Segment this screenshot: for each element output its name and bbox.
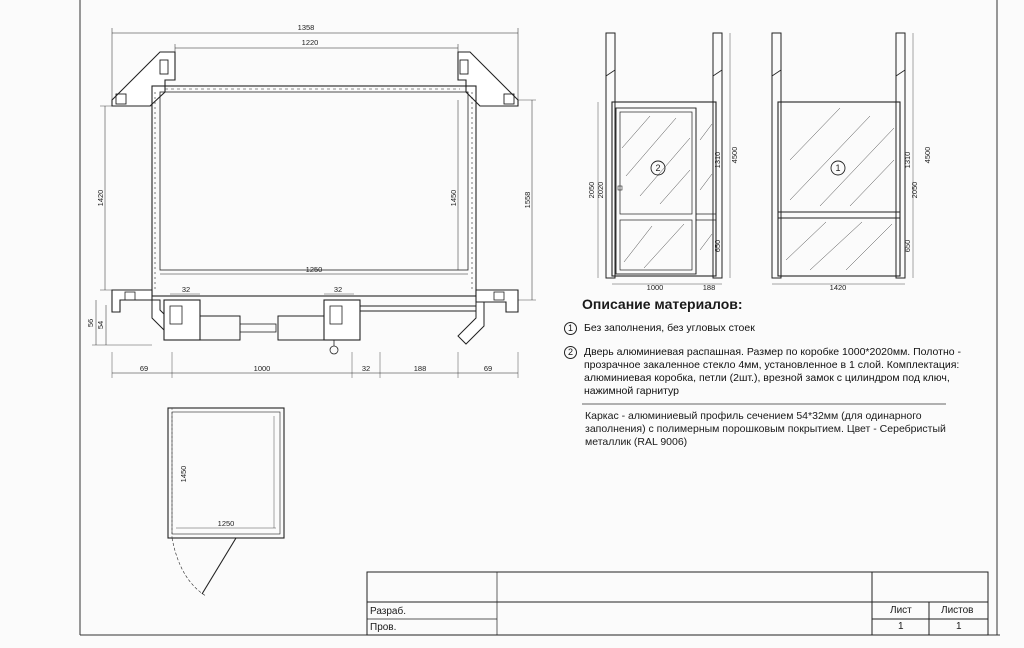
frame-description: Каркас - алюминиевый профиль сечением 54*32мм (для одинарного заполнения) с полимерным порошковым покрытием. Цвет - Серебристый металлик (RAL 9006) xyxy=(585,410,946,448)
small-dim-width: 1250 xyxy=(217,519,235,528)
dim-overall-width: 1358 xyxy=(297,23,315,32)
panel-h-4500: 4500 xyxy=(923,146,932,164)
plan-view xyxy=(92,28,536,378)
list-label: Лист xyxy=(890,605,912,616)
materials-heading: Описание материалов: xyxy=(582,296,743,312)
dim-depth-54: 54 xyxy=(96,320,105,330)
dim-right-height: 1558 xyxy=(523,191,532,209)
dim-inner-width: 1220 xyxy=(301,38,319,47)
panel-h-650: 650 xyxy=(903,239,912,253)
material-item-1 xyxy=(564,322,994,335)
dim-bottom-inner-width: 1250 xyxy=(305,265,323,274)
list-value: 1 xyxy=(898,621,904,632)
dim-profile-left: 32 xyxy=(181,285,191,294)
listov-label: Листов xyxy=(941,605,974,616)
panel-marker: 1 xyxy=(835,163,841,173)
material-item-number: 2 xyxy=(564,346,577,359)
panel-w-1420: 1420 xyxy=(829,283,847,292)
dim-seg-32: 32 xyxy=(361,364,371,373)
dim-profile-right: 32 xyxy=(333,285,343,294)
title-block xyxy=(367,572,988,635)
dim-depth-56: 56 xyxy=(86,318,95,328)
razrab-label: Разраб. xyxy=(370,606,407,617)
dim-inner-height: 1450 xyxy=(449,189,458,207)
door-h-2020: 2020 xyxy=(596,181,605,199)
dim-seg-69-right: 69 xyxy=(483,364,493,373)
door-marker: 2 xyxy=(655,163,661,173)
door-h-4500: 4500 xyxy=(730,146,739,164)
dim-left-height: 1420 xyxy=(96,189,105,207)
door-w-188: 188 xyxy=(702,283,716,292)
listov-value: 1 xyxy=(956,621,962,632)
elevation-door xyxy=(598,33,730,284)
door-w-1000: 1000 xyxy=(646,283,664,292)
dim-seg-1000: 1000 xyxy=(253,364,271,373)
dim-seg-69-left: 69 xyxy=(139,364,149,373)
dim-seg-188: 188 xyxy=(413,364,427,373)
door-h-1310: 1310 xyxy=(713,151,722,169)
elevation-panel xyxy=(772,33,913,284)
small-dim-height: 1450 xyxy=(179,465,188,483)
door-h-2050: 2050 xyxy=(587,181,596,199)
panel-h-2050: 2050 xyxy=(910,181,919,199)
prov-label: Пров. xyxy=(370,622,397,633)
door-h-650: 650 xyxy=(713,239,722,253)
material-item-text: Без заполнения, без угловых стоек xyxy=(584,322,755,334)
small-plan xyxy=(168,408,284,596)
material-item-text: Дверь алюминиевая распашная. Размер по коробке 1000*2020мм. Полотно - прозрачное закаленное стекло 4мм, установленное в 1 слой. Комплектация: алюминиевая коробка, петли (2шт.), врезной замок с цилиндром под ключ, нажимной гарнитур xyxy=(584,346,961,397)
material-item-number: 1 xyxy=(564,322,577,335)
panel-h-1310: 1310 xyxy=(903,151,912,169)
material-item-2 xyxy=(564,346,994,398)
